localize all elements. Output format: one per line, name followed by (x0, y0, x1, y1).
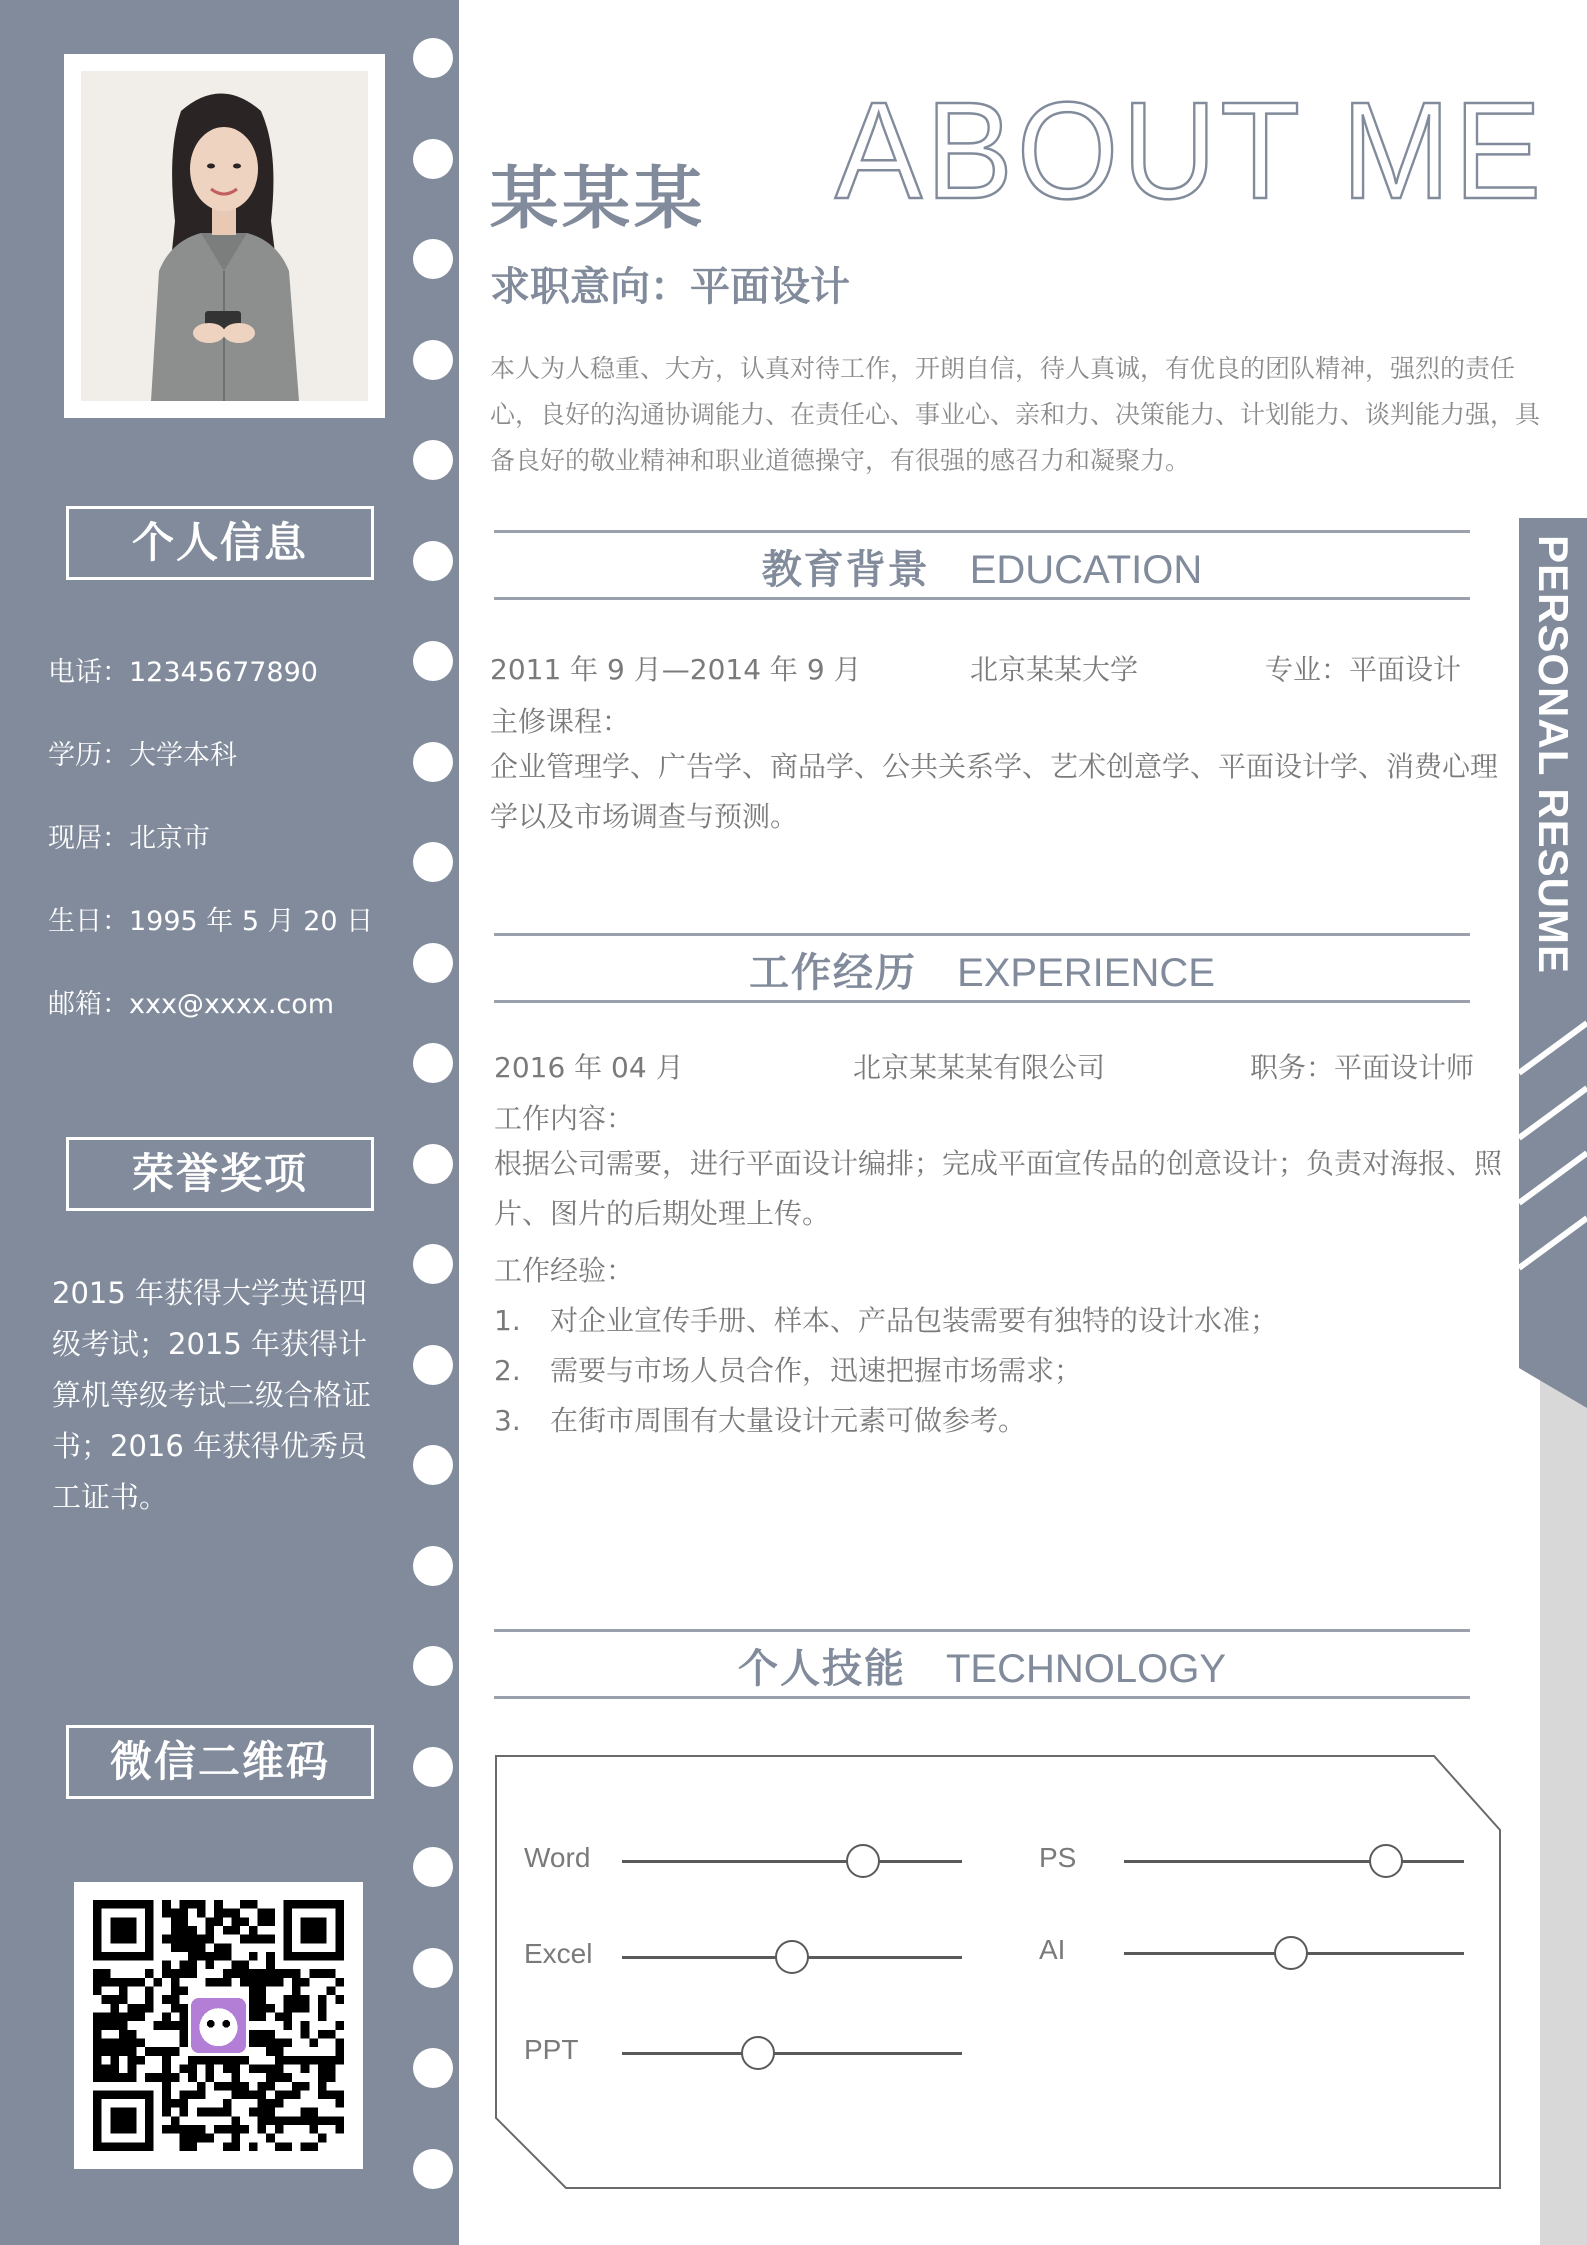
list-item: 3. 在街市周围有大量设计元素可做参考。 (494, 1404, 1027, 1437)
info-education: 学历：大学本科 (48, 740, 237, 771)
experience-company: 北京某某某有限公司 (853, 1051, 1106, 1084)
person-illustration (81, 71, 368, 401)
education-heading (494, 538, 1470, 595)
work-experience-label: 工作经验： (494, 1254, 635, 1287)
skill-slider-track (622, 1860, 962, 1863)
info-birthday: 生日：1995 年 5 月 20 日 (48, 906, 374, 937)
skill-slider-track (1124, 1952, 1464, 1955)
experience-heading (494, 941, 1470, 998)
skill-label: PS (1039, 1842, 1077, 1873)
education-major: 专业：平面设计 (1265, 653, 1462, 686)
education-school: 北京某某大学 (970, 653, 1139, 686)
experience-position: 职务：平面设计师 (1250, 1051, 1475, 1084)
wechat-qr-code (74, 1882, 363, 2169)
personal-info-heading: 个人信息 (66, 506, 374, 580)
honors-heading: 荣誉奖项 (66, 1137, 374, 1211)
binder-hole (413, 541, 453, 581)
binder-hole (413, 440, 453, 480)
education-title-en: EDUCATION (969, 548, 1203, 592)
experience-bottom-rule (494, 1000, 1470, 1003)
experience-date: 2016 年 04 月 (494, 1051, 684, 1084)
info-phone: 电话：12345677890 (48, 657, 318, 688)
ribbon-title: PERSONAL RESUME (1530, 535, 1577, 974)
binder-hole (413, 842, 453, 882)
binder-hole (413, 340, 453, 380)
binder-hole (413, 1144, 453, 1184)
skills-heading (494, 1637, 1470, 1694)
skill-label: AI (1039, 1934, 1066, 1965)
binder-hole (413, 1948, 453, 1988)
experience-top-rule (494, 933, 1470, 936)
binder-hole (413, 1546, 453, 1586)
experience-title-cn: 工作经历 (749, 950, 918, 996)
skill-slider-knob (1369, 1844, 1403, 1878)
binder-hole (413, 1646, 453, 1686)
qr-code-icon (92, 1900, 345, 2151)
binder-hole (413, 2048, 453, 2088)
skill-slider-track (622, 1956, 962, 1959)
binder-hole (413, 38, 453, 78)
education-top-rule (494, 530, 1470, 533)
skill-label: Excel (524, 1938, 593, 1969)
skills-title-en: TECHNOLOGY (945, 1647, 1227, 1691)
skill-label: Word (524, 1842, 591, 1873)
education-title-cn: 教育背景 (761, 547, 930, 593)
about-me-title (830, 70, 1550, 220)
skill-slider-track (622, 2052, 962, 2055)
education-bottom-rule (494, 597, 1470, 600)
profile-photo (81, 71, 368, 401)
wechat-qr-heading: 微信二维码 (66, 1725, 374, 1799)
honors-text: 2015 年获得大学英语四级考试；2015 年获得计算机等级考试二级合格证书；2016 年获得优秀员工证书。 (52, 1276, 372, 1514)
experience-title-en: EXPERIENCE (957, 951, 1215, 995)
work-content-text: 根据公司需要，进行平面设计编排；完成平面宣传品的创意设计；负责对海报、照片、图片的后期处理上传。 (494, 1147, 1503, 1230)
education-period: 2011 年 9 月—2014 年 9 月 (490, 653, 862, 686)
skills-panel (494, 1754, 1504, 2190)
list-item: 2. 需要与市场人员合作，迅速把握市场需求； (494, 1354, 1083, 1387)
skills-panel-frame (494, 1754, 1504, 2190)
binder-hole (413, 1747, 453, 1787)
skill-label: PPT (524, 2034, 579, 2065)
skills-bottom-rule (494, 1696, 1470, 1699)
binder-hole (413, 1445, 453, 1485)
binder-hole (413, 1847, 453, 1887)
courses-label: 主修课程： (490, 705, 631, 738)
skill-slider-knob (1274, 1936, 1308, 1970)
about-me-text: ABOUT ME (835, 74, 1545, 220)
profile-photo-frame (64, 54, 385, 418)
binder-hole (413, 641, 453, 681)
list-item: 1. 对企业宣传手册、样本、产品包装需要有独特的设计水准； (494, 1304, 1279, 1337)
binder-hole (413, 1244, 453, 1284)
binder-hole (413, 139, 453, 179)
skill-slider-knob (741, 2036, 775, 2070)
courses-text: 企业管理学、广告学、商品学、公共关系学、艺术创意学、平面设计学、消费心理学以及市场调查与预测。 (490, 750, 1499, 833)
skills-title-cn: 个人技能 (737, 1646, 906, 1692)
job-intention: 求职意向：平面设计 (490, 264, 850, 310)
info-email: 邮箱：xxx@xxxx.com (48, 989, 335, 1020)
binder-hole (413, 1043, 453, 1083)
work-content-label: 工作内容： (494, 1102, 635, 1135)
skill-slider-track (1124, 1860, 1464, 1863)
binder-hole (413, 2149, 453, 2189)
binder-hole (413, 742, 453, 782)
binder-hole (413, 1345, 453, 1385)
sidebar (0, 0, 459, 2245)
self-introduction: 本人为人稳重、大方，认真对待工作，开朗自信，待人真诚，有优良的团队精神，强烈的责任心，良好的沟通协调能力、在责任心、事业心、亲和力、决策能力、计划能力、谈判能力强，具备良好的敬业精神和职业道德操守，有很强的感召力和凝聚力。 (490, 354, 1541, 475)
skill-slider-knob (775, 1940, 809, 1974)
candidate-name: 某某某 (490, 160, 707, 239)
binder-hole (413, 239, 453, 279)
skills-top-rule (494, 1629, 1470, 1632)
info-residence: 现居：北京市 (48, 823, 210, 854)
binder-hole (413, 943, 453, 983)
